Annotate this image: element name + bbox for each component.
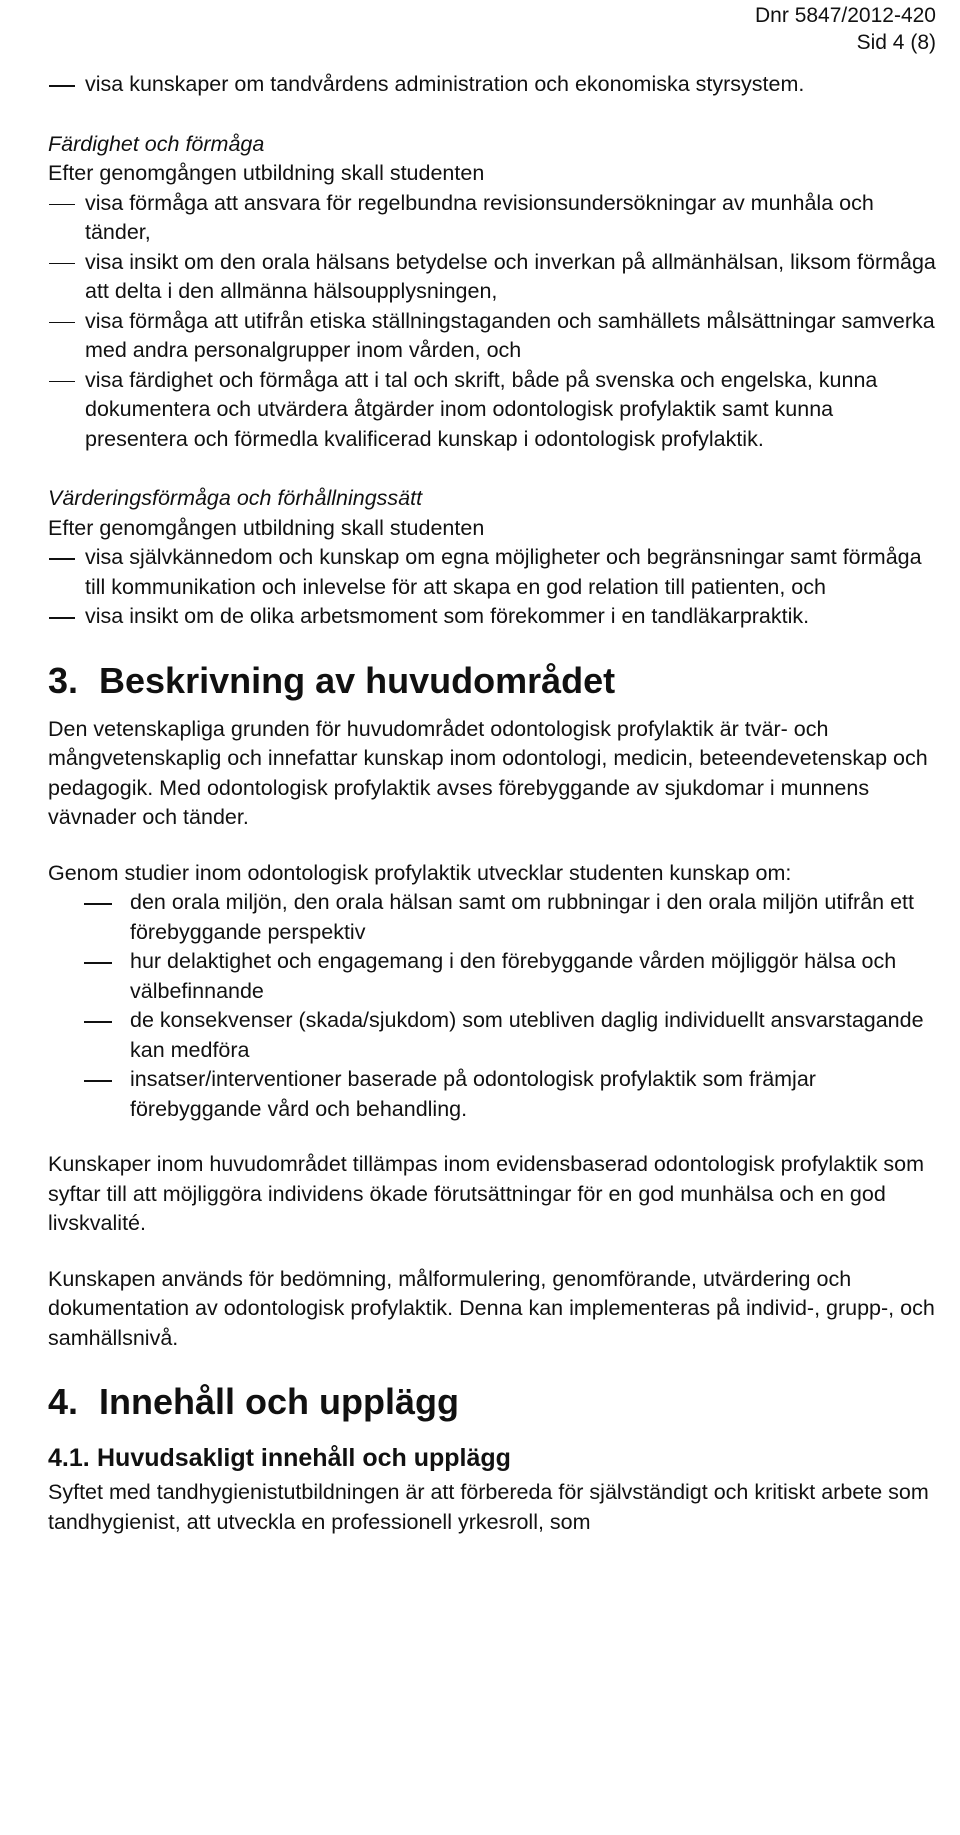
section-4-1-paragraph: Syftet med tandhygienistutbildningen är att förbereda för självständigt och kritiskt arbete som tandhygienist, att utveckla en professionell yrkesroll, som [48,1480,929,1534]
skills-lead: Efter genomgången utbildning skall studenten [48,161,485,185]
list-item: den orala miljön, den orala hälsan samt om rubbningar i den orala miljön utifrån ett förebyggande perspektiv [56,888,938,947]
list-item: visa förmåga att ansvara för regelbundna revisionsundersökningar av munhåla och tänder, [48,189,938,248]
section-3-number: 3. [48,659,79,701]
document-body [48,70,938,1537]
section-4-heading [48,1380,938,1424]
section-3-paragraph: Kunskapen används för bedömning, målformulering, genomförande, utvärdering och dokumentation av odontologisk profylaktik. Denna kan implementeras på individ-, grupp-, och samhällsnivå. [48,1266,935,1350]
section-4-title: Innehåll och upplägg [99,1381,459,1422]
list-item: insatser/interventioner baserade på odontologisk profylaktik som främjar förebyggande vård och behandling. [56,1065,938,1124]
page-number: Sid 4 (8) [856,31,936,54]
section-4-1-title: Huvudsakligt innehåll och upplägg [97,1444,511,1472]
list-item: visa insikt om den orala hälsans betydelse och inverkan på allmänhälsan, liksom förmåga att delta i den allmänna hälsoupplysningen, [48,248,938,307]
subheading-values: Värderingsförmåga och förhållningssätt [48,486,423,510]
list-item: visa självkännedom och kunskap om egna möjligheter och begränsningar samt förmåga till kommunikation och inlevelse för att skapa en god relation till patienten, och [48,543,938,602]
list-item: visa förmåga att utifrån etiska ställningstaganden och samhällets målsättningar samverka med andra personalgrupper inom vården, och [48,307,938,366]
section-3-paragraph: Den vetenskapliga grunden för huvudområdet odontologisk profylaktik är tvär- och mångvetenskaplig och innefattar kunskap inom odontologi, medicin, beteendevetenskap och pedagogik. Med odontologisk profylaktik avses förebyggande av sjukdomar i munnens vävnader och tänder. [48,716,928,829]
list-item: visa insikt om de olika arbetsmoment som förekommer i en tandläkarpraktik. [48,602,938,632]
section-3-heading [48,659,938,703]
list-item: hur delaktighet och engagemang i den förebyggande vården möjliggör hälsa och välbefinnande [56,947,938,1006]
section-3-paragraph: Kunskaper inom huvudområdet tillämpas inom evidensbaserad odontologisk profylaktik som syftar till att möjliggöra individens ökade förutsättningar för en god munhälsa och en god livskvalité. [48,1152,924,1235]
section-4-1-heading [48,1442,938,1474]
list-item: visa kunskaper om tandvårdens administration och ekonomiska styrsystem. [48,70,938,100]
list-item: de konsekvenser (skada/sjukdom) som utebliven daglig individuellt ansvarstagande kan medföra [56,1006,938,1065]
document-number: Dnr 5847/2012-420 [755,4,936,27]
section-4-1-number: 4.1. [48,1444,90,1472]
page-header [755,2,936,56]
subheading-skills: Färdighet och förmåga [48,131,265,156]
section-3-paragraph: Genom studier inom odontologisk profylaktik utvecklar studenten kunskap om: [48,860,792,885]
section-3-title: Beskrivning av huvudområdet [99,659,616,701]
list-item: visa färdighet och förmåga att i tal och skrift, både på svenska och engelska, kunna dokumentera och utvärdera åtgärder inom odontologisk profylaktik samt kunna presentera och förmedla kvalificerad kunskap i odontologisk profylaktik. [48,366,938,455]
section-4-number: 4. [48,1381,79,1422]
values-lead: Efter genomgången utbildning skall studenten [48,515,485,540]
